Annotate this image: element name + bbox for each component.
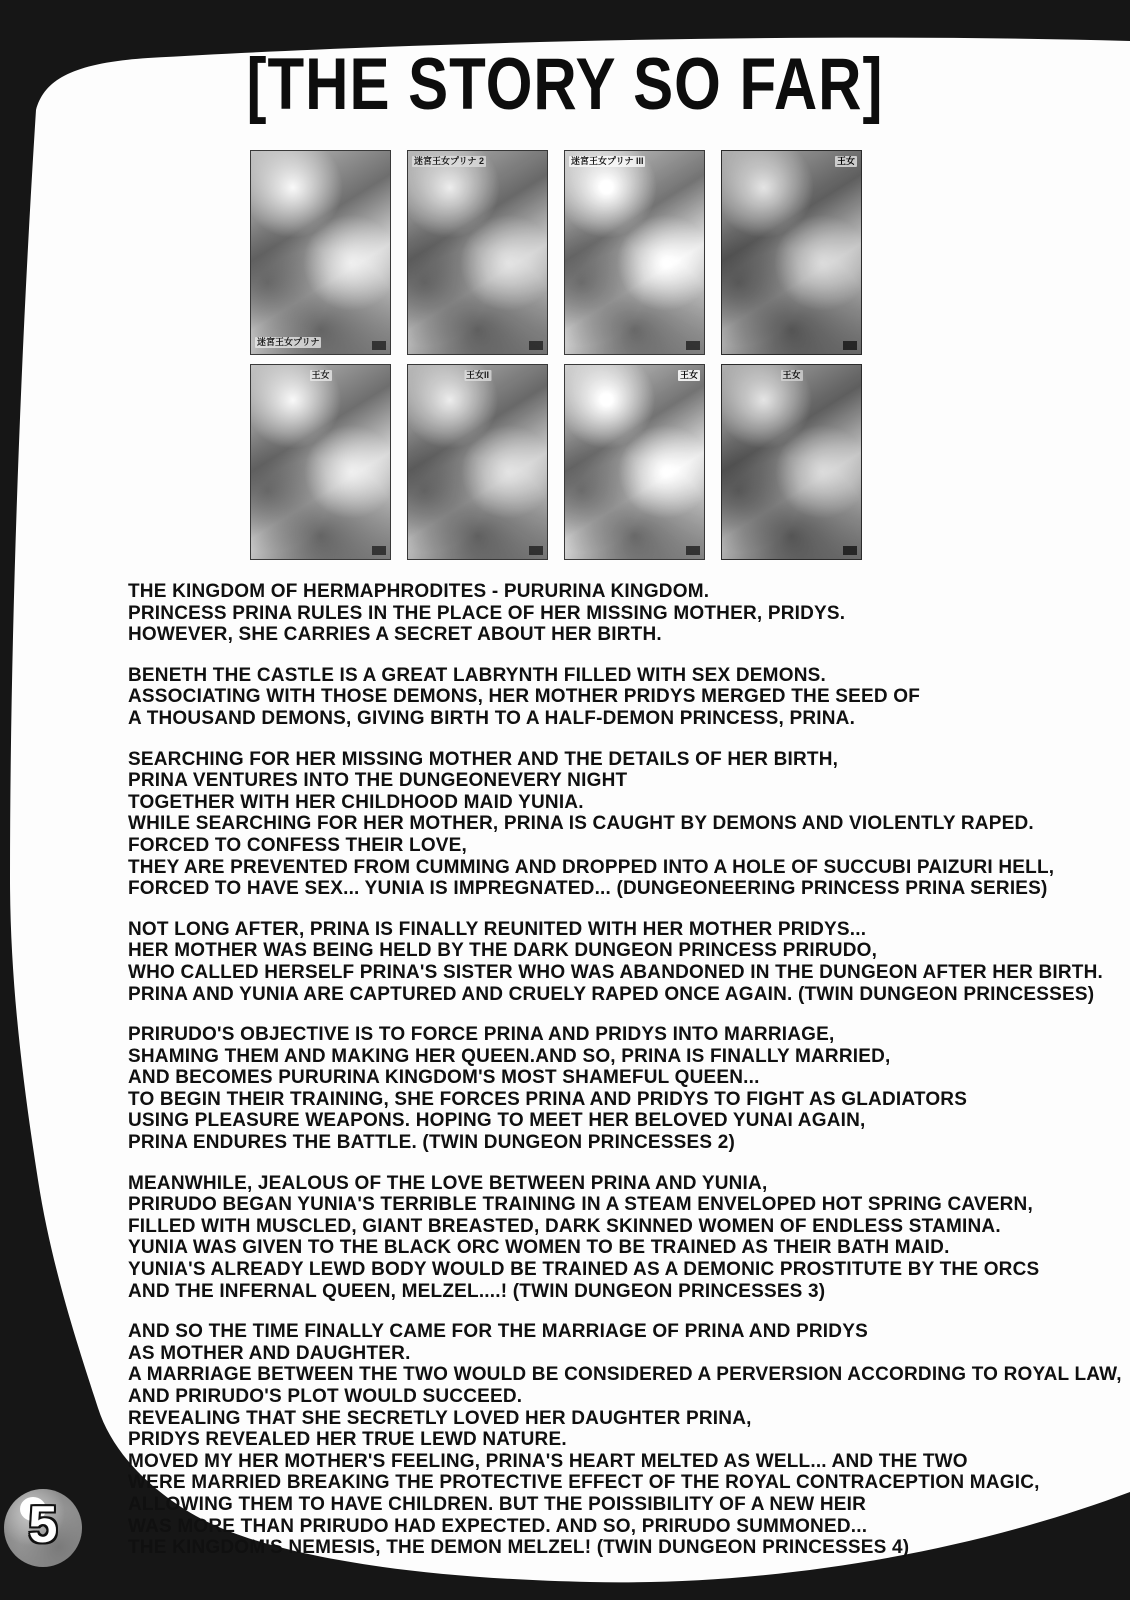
story-line: REVEALING THAT SHE SECRETLY LOVED HER DAUGHTER PRINA, — [128, 1407, 752, 1429]
story-line: FORCED TO CONFESS THEIR LOVE, — [128, 834, 468, 856]
story-line: ASSOCIATING WITH THOSE DEMONS, HER MOTHER PRIDYS MERGED THE SEED OF — [128, 686, 921, 708]
cover-title-mark: 迷宮王女プリナ III — [571, 156, 644, 166]
cover-grid — [250, 150, 880, 569]
cover-title-mark: 王女 — [311, 370, 330, 380]
story-line: AND PRIRUDO'S PLOT WOULD SUCCEED. — [128, 1386, 523, 1407]
story-line: WAS MORE THAN PRIRUDO HAD EXPECTED. AND SO, PRIRUDO SUMMONED... — [128, 1515, 868, 1537]
story-line: MEANWHILE, JEALOUS OF THE LOVE BETWEEN PRINA AND YUNIA, — [128, 1172, 768, 1194]
story-line: WERE MARRIED BREAKING THE PROTECTIVE EFFECT OF THE ROYAL CONTRACEPTION MAGIC, — [128, 1472, 1040, 1494]
story-line: THE KINGDOM'S NEMESIS, THE DEMON MELZEL! (TWIN DUNGEON PRINCESSES 4) — [128, 1537, 910, 1559]
story-line: FILLED WITH MUSCLED, GIANT BREASTED, DARK SKINNED WOMEN OF ENDLESS STAMINA. — [128, 1215, 1001, 1237]
story-line: YUNIA WAS GIVEN TO THE BLACK ORC WOMEN TO BE TRAINED AS THEIR BATH MAID. — [128, 1237, 950, 1259]
cover-title-mark: 王女 — [836, 156, 855, 166]
story-line: PRINA AND YUNIA ARE CAPTURED AND CRUELY RAPED ONCE AGAIN. (TWIN DUNGEON PRINCESSES) — [128, 983, 1095, 1005]
cover-3-thumbnail — [564, 150, 705, 355]
story-line: SEARCHING FOR HER MISSING MOTHER AND THE DETAILS OF HER BIRTH, — [128, 748, 839, 770]
story-line: PRINA ENDURES THE BATTLE. (TWIN DUNGEON PRINCESSES 2) — [128, 1132, 736, 1154]
cover-title-mark: 王女 — [782, 370, 801, 380]
story-line: USING PLEASURE WEAPONS. HOPING TO MEET HER BELOVED YUNAI AGAIN, — [128, 1110, 866, 1132]
story-line: SHAMING THEM AND MAKING HER QUEEN.AND SO, PRINA IS FINALLY MARRIED, — [128, 1045, 891, 1067]
story-line: WHO CALLED HERSELF PRINA'S SISTER WHO WAS ABANDONED IN THE DUNGEON AFTER HER BIRTH. — [128, 961, 1103, 983]
story-line: PRINCESS PRINA RULES IN THE PLACE OF HER MISSING MOTHER, PRIDYS. — [128, 602, 846, 624]
cover-8-thumbnail — [721, 364, 862, 560]
story-line: MOVED MY HER MOTHER'S FEELING, PRINA'S HEART MELTED AS WELL... AND THE TWO — [128, 1450, 968, 1472]
story-line: PRIRUDO BEGAN YUNIA'S TERRIBLE TRAINING IN A STEAM ENVELOPED HOT SPRING CAVERN, — [128, 1194, 1033, 1216]
page-title: [THE STORY SO FAR] — [246, 43, 884, 125]
story-line: NOT LONG AFTER, PRINA IS FINALLY REUNITED WITH HER MOTHER PRIDYS... — [128, 918, 867, 940]
story-paragraph — [128, 918, 1103, 1005]
cover-6-thumbnail — [407, 364, 548, 560]
story-paragraph — [128, 1173, 1088, 1303]
cover-title-mark: 王女 — [679, 370, 698, 380]
cover-title-mark: 迷宮王女プリナ — [257, 337, 320, 347]
story-paragraph — [128, 581, 1088, 646]
story-paragraph — [128, 1321, 1122, 1559]
story-line: WHILE SEARCHING FOR HER MOTHER, PRINA IS CAUGHT BY DEMONS AND VIOLENTLY RAPED. — [128, 813, 1034, 835]
story-line: TOGETHER WITH HER CHILDHOOD MAID YUNIA. — [128, 791, 584, 813]
story-line: THE KINGDOM OF HERMAPHRODITES - PURURINA KINGDOM. — [128, 581, 710, 602]
cover-title-mark: 迷宮王女プリナ 2 — [414, 156, 484, 166]
story-line: PRINA VENTURES INTO THE DUNGEONEVERY NIGHT — [128, 770, 628, 792]
story-text — [128, 581, 1122, 1578]
story-line: TO BEGIN THEIR TRAINING, SHE FORCES PRINA AND PRIDYS TO FIGHT AS GLADIATORS — [128, 1088, 968, 1110]
story-line: AND THE INFERNAL QUEEN, MELZEL....! (TWIN DUNGEON PRINCESSES 3) — [128, 1280, 826, 1302]
story-paragraph — [128, 749, 1088, 900]
cover-7-thumbnail — [564, 364, 705, 560]
page-number-badge — [4, 1489, 82, 1567]
cover-1-thumbnail — [250, 150, 391, 355]
cover-row-1 — [250, 150, 880, 355]
story-paragraph — [128, 665, 1088, 730]
story-line: AS MOTHER AND DAUGHTER. — [128, 1342, 411, 1364]
cover-row-2 — [250, 364, 880, 560]
story-line: A THOUSAND DEMONS, GIVING BIRTH TO A HALF-DEMON PRINCESS, PRINA. — [128, 707, 856, 729]
story-paragraph — [128, 1024, 1088, 1154]
story-line: PRIRUDO'S OBJECTIVE IS TO FORCE PRINA AND PRIDYS INTO MARRIAGE, — [128, 1024, 835, 1046]
story-line: YUNIA'S ALREADY LEWD BODY WOULD BE TRAINED AS A DEMONIC PROSTITUTE BY THE ORCS — [128, 1259, 1040, 1281]
cover-title-mark: 王女II — [465, 370, 490, 380]
cover-2-thumbnail — [407, 150, 548, 355]
page-number: 5 — [28, 1496, 58, 1554]
story-line: A MARRIAGE BETWEEN THE TWO WOULD BE CONSIDERED A PERVERSION ACCORDING TO ROYAL LAW, — [128, 1364, 1122, 1386]
story-line: FORCED TO HAVE SEX... YUNIA IS IMPREGNATED... (DUNGEONEERING PRINCESS PRINA SERIES) — [128, 878, 1048, 900]
cover-5-thumbnail — [250, 364, 391, 560]
story-line: AND SO THE TIME FINALLY CAME FOR THE MARRIAGE OF PRINA AND PRIDYS — [128, 1321, 868, 1343]
cover-4-thumbnail — [721, 150, 862, 355]
story-line: HER MOTHER WAS BEING HELD BY THE DARK DUNGEON PRINCESS PRIRUDO, — [128, 940, 878, 962]
story-line: ALLOWING THEM TO HAVE CHILDREN. BUT THE POISSIBILITY OF A NEW HEIR — [128, 1493, 867, 1515]
story-line: AND BECOMES PURURINA KINGDOM'S MOST SHAMEFUL QUEEN... — [128, 1067, 760, 1089]
story-line: PRIDYS REVEALED HER TRUE LEWD NATURE. — [128, 1429, 567, 1451]
story-line: HOWEVER, SHE CARRIES A SECRET ABOUT HER BIRTH. — [128, 624, 662, 646]
story-line: THEY ARE PREVENTED FROM CUMMING AND DROPPED INTO A HOLE OF SUCCUBI PAIZURI HELL, — [128, 856, 1055, 878]
story-line: BENETH THE CASTLE IS A GREAT LABRYNTH FILLED WITH SEX DEMONS. — [128, 664, 826, 686]
